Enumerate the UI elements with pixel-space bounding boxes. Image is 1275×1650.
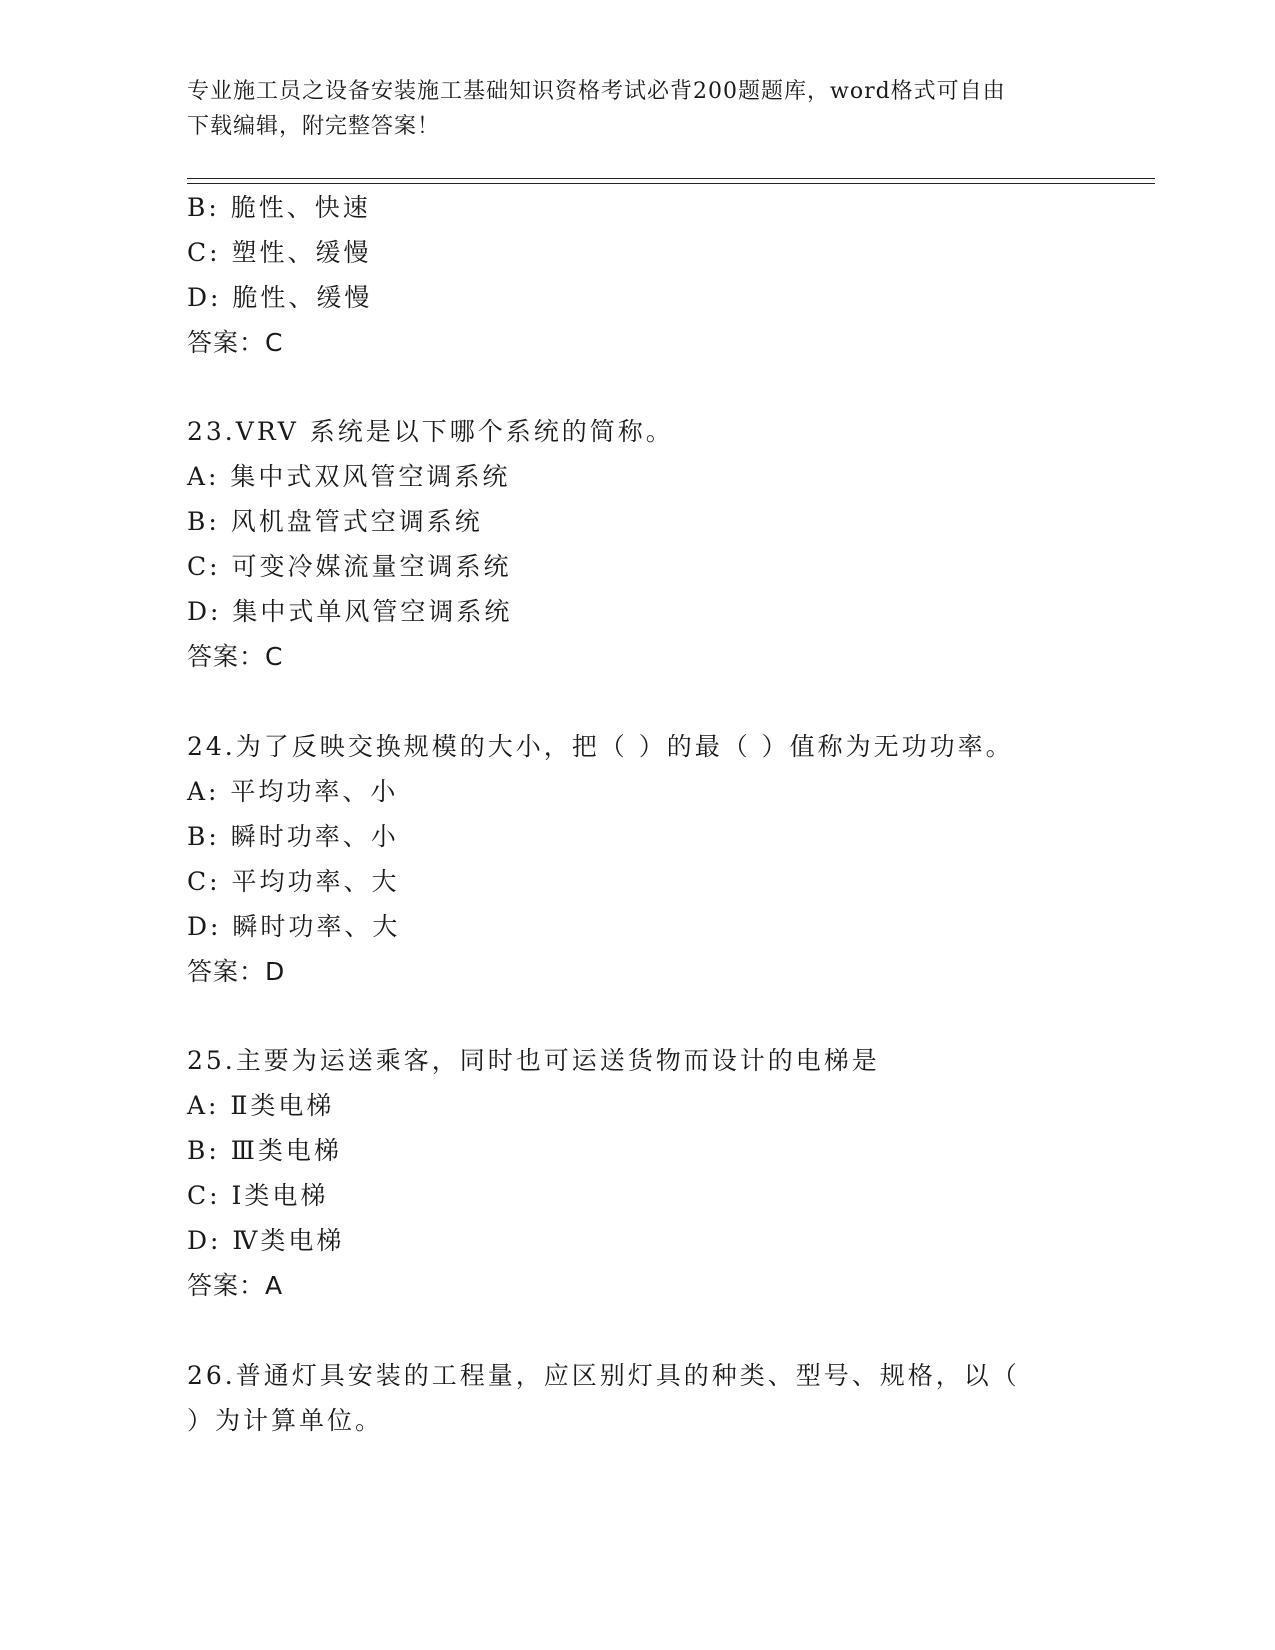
q24-question: 24.为了反映交换规模的大小，把（ ）的最（ ）值称为无功功率。 — [187, 732, 1014, 761]
q24-option-a: A: 平均功率、小 — [187, 777, 399, 806]
q24-option-b: B: 瞬时功率、小 — [187, 822, 399, 851]
q26-question-line-1: 26.普通灯具安装的工程量，应区别灯具的种类、型号、规格，以（ — [187, 1361, 1020, 1390]
q26-question-line-2: ）为计算单位。 — [187, 1406, 384, 1435]
header-divider-top — [187, 178, 1155, 179]
q22-option-c: C: 塑性、缓慢 — [187, 238, 372, 267]
q23-answer: 答案：C — [187, 642, 284, 671]
q23-question: 23.VRV 系统是以下哪个系统的简称。 — [187, 417, 674, 446]
q25-option-d: D: Ⅳ类电梯 — [187, 1226, 345, 1255]
document-header — [187, 74, 1087, 144]
q23-option-a: A: 集中式双风管空调系统 — [187, 462, 511, 491]
q23-option-b: B: 风机盘管式空调系统 — [187, 507, 483, 536]
header-title-line-2: 下载编辑，附完整答案！ — [187, 114, 441, 139]
header-title-line-1: 专业施工员之设备安装施工基础知识资格考试必背200题题库，word格式可自由 — [187, 79, 1006, 104]
q23-option-c: C: 可变冷媒流量空调系统 — [187, 552, 512, 581]
q24-answer: 答案：D — [187, 957, 286, 986]
q25-option-a: A: Ⅱ类电梯 — [187, 1091, 335, 1120]
q25-answer: 答案：A — [187, 1271, 284, 1300]
q25-option-b: B: Ⅲ类电梯 — [187, 1136, 342, 1165]
q25-question: 25.主要为运送乘客，同时也可运送货物而设计的电梯是 — [187, 1046, 880, 1075]
q22-option-d: D: 脆性、缓慢 — [187, 283, 373, 312]
q24-option-c: C: 平均功率、大 — [187, 867, 400, 896]
q23-option-d: D: 集中式单风管空调系统 — [187, 597, 513, 626]
q25-option-c: C: Ⅰ类电梯 — [187, 1181, 329, 1210]
header-divider-bottom — [187, 183, 1155, 184]
q22-option-b: B: 脆性、快速 — [187, 193, 371, 222]
q24-option-d: D: 瞬时功率、大 — [187, 912, 401, 941]
q22-answer: 答案：C — [187, 328, 284, 357]
